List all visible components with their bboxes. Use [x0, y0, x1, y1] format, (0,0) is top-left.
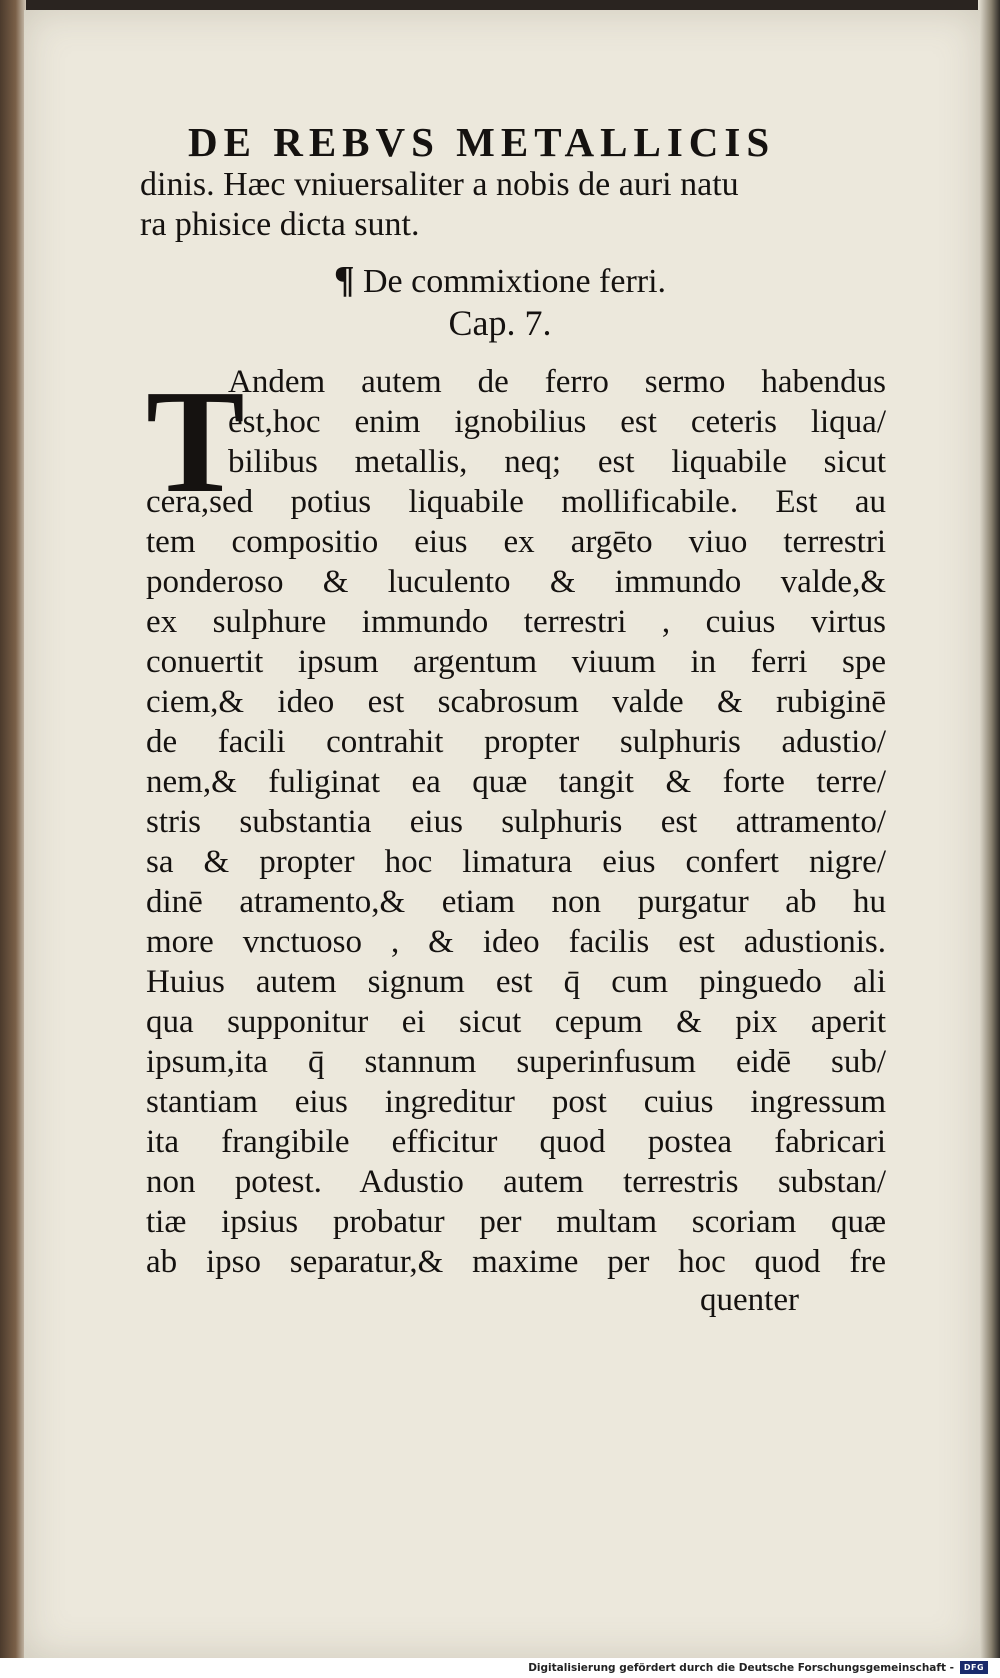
body-line: tiæ ipsius probatur per multam scoriam quæ	[146, 1204, 886, 1240]
body-line: ita frangibile efficitur quod postea fabricari	[146, 1124, 886, 1160]
body-line: de facili contrahit propter sulphuris adustio/	[146, 724, 886, 760]
body-line: tem compositio eius ex argēto viuo terrestri	[146, 524, 886, 560]
body-line: stantiam eius ingreditur post cuius ingressum	[146, 1084, 886, 1120]
book-binding-edge	[0, 0, 26, 1660]
body-line: cera,sed potius liquabile mollificabile. Est au	[146, 484, 886, 520]
section-heading	[0, 258, 1000, 302]
body-line: ipsum,ita q̄ stannum superinfusum eidē sub/	[146, 1044, 886, 1080]
continuation-line-2: ra phisice dicta sunt.	[140, 206, 420, 243]
running-head: DE REBVS METALLICIS	[188, 119, 776, 165]
body-line: stris substantia eius sulphuris est attramento/	[146, 804, 886, 840]
dfg-logo: DFG	[960, 1661, 988, 1674]
catchword: quenter	[700, 1282, 799, 1318]
body-line: ciem,& ideo est scabrosum valde & rubiginē	[146, 684, 886, 720]
drop-cap-initial: T	[146, 360, 245, 524]
pilcrow-mark: ¶	[333, 259, 355, 301]
body-line: conuertit ipsum argentum viuum in ferri spe	[146, 644, 886, 680]
body-line: est,hoc enim ignobilius est ceteris liqua/	[228, 404, 886, 440]
chapter-number: Cap. 7.	[448, 303, 552, 343]
body-line: qua supponitur ei sicut cepum & pix aperit	[146, 1004, 886, 1040]
body-line: bilibus metallis, neq; est liquabile sicut	[228, 444, 886, 480]
section-title: De commixtione ferri.	[362, 263, 667, 300]
continuation-line-1: dinis. Hæc vniuersaliter a nobis de auri natu	[140, 166, 739, 203]
body-line: non potest. Adustio autem terrestris substan/	[146, 1164, 886, 1200]
body-line: ab ipso separatur,& maxime per hoc quod fre	[146, 1244, 886, 1280]
body-line: sa & propter hoc limatura eius confert nigre/	[146, 844, 886, 880]
page-right-edge	[978, 0, 1000, 1660]
body-line: nem,& fuliginat ea quæ tangit & forte terre/	[146, 764, 886, 800]
body-line: Andem autem de ferro sermo habendus	[228, 364, 886, 400]
body-line: ex sulphure immundo terrestri , cuius virtus	[146, 604, 886, 640]
body-line: ponderoso & luculento & immundo valde,&	[146, 564, 886, 600]
digitization-credit: Digitalisierung gefördert durch die Deutsche Forschungsgemeinschaft -	[528, 1662, 954, 1674]
body-line: Huius autem signum est q̄ cum pinguedo ali	[146, 964, 886, 1000]
body-line: more vnctuoso , & ideo facilis est adustionis.	[146, 924, 886, 960]
body-line: dinē atramento,& etiam non purgatur ab hu	[146, 884, 886, 920]
